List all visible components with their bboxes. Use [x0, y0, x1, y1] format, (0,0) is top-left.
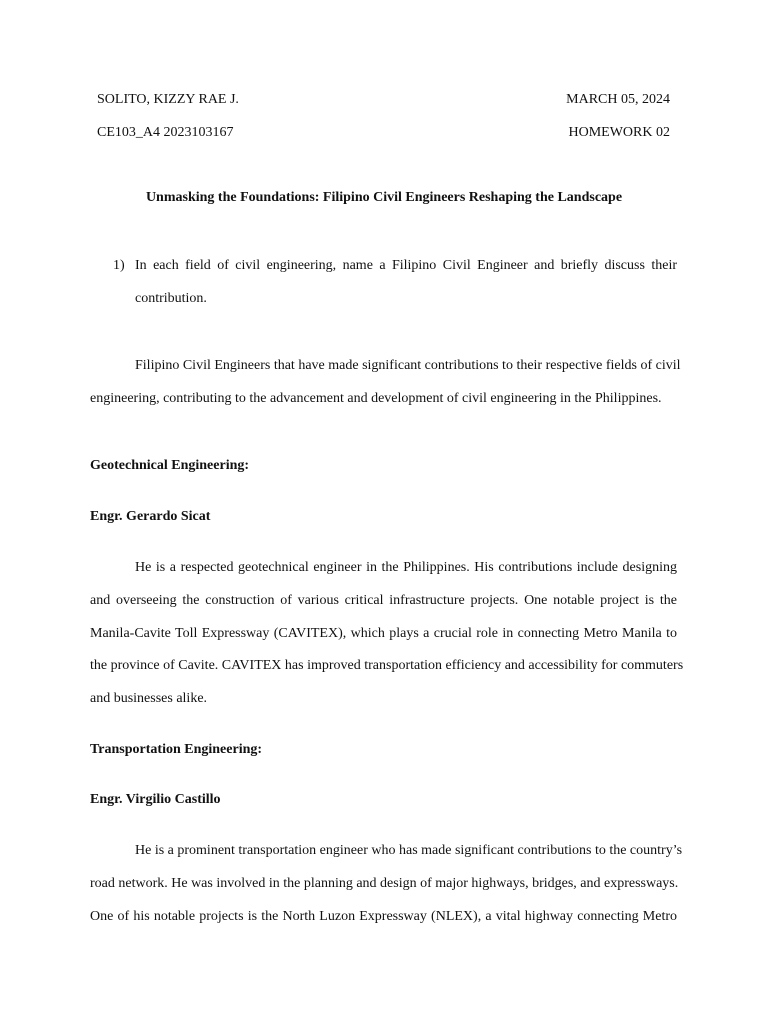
paragraph-line: One of his notable projects is the North Luzon Expressway (NLEX), a vital highway connecting Metro	[90, 909, 677, 924]
question-text-line-2: contribution.	[135, 291, 207, 306]
section-heading-transportation: Transportation Engineering:	[90, 742, 263, 757]
submission-date: MARCH 05, 2024	[566, 92, 670, 107]
engineer-name-sicat: Engr. Gerardo Sicat	[90, 509, 211, 524]
paragraph-line: He is a respected geotechnical engineer in the Philippines. His contributions include designing	[135, 560, 677, 575]
paragraph-line: road network. He was involved in the planning and design of major highways, bridges, and expressways.	[90, 876, 679, 891]
section-heading-geotechnical: Geotechnical Engineering:	[90, 458, 250, 473]
paragraph-line: the province of Cavite. CAVITEX has improved transportation efficiency and accessibility for commuters	[90, 658, 684, 673]
document-title: Unmasking the Foundations: Filipino Civil Engineers Reshaping the Landscape	[145, 190, 623, 205]
intro-line-1: Filipino Civil Engineers that have made significant contributions to their respective fields of civil	[135, 358, 681, 373]
paragraph-line: He is a prominent transportation engineer who has made significant contributions to the country’s	[135, 843, 683, 858]
assignment-label: HOMEWORK 02	[568, 125, 670, 140]
intro-line-2: engineering, contributing to the advancement and development of civil engineering in the Philippines.	[90, 391, 662, 406]
engineer-name-castillo: Engr. Virgilio Castillo	[90, 792, 221, 807]
student-name: SOLITO, KIZZY RAE J.	[97, 92, 239, 107]
course-id: CE103_A4 2023103167	[97, 125, 234, 140]
paragraph-line: and overseeing the construction of various critical infrastructure projects. One notable project is the	[90, 593, 677, 608]
paragraph-line: and businesses alike.	[90, 691, 208, 706]
paragraph-line: Manila-Cavite Toll Expressway (CAVITEX), which plays a crucial role in connecting Metro Manila to	[90, 626, 677, 641]
question-text-line-1: In each field of civil engineering, name a Filipino Civil Engineer and briefly discuss their	[135, 258, 677, 273]
question-number: 1)	[113, 258, 125, 273]
